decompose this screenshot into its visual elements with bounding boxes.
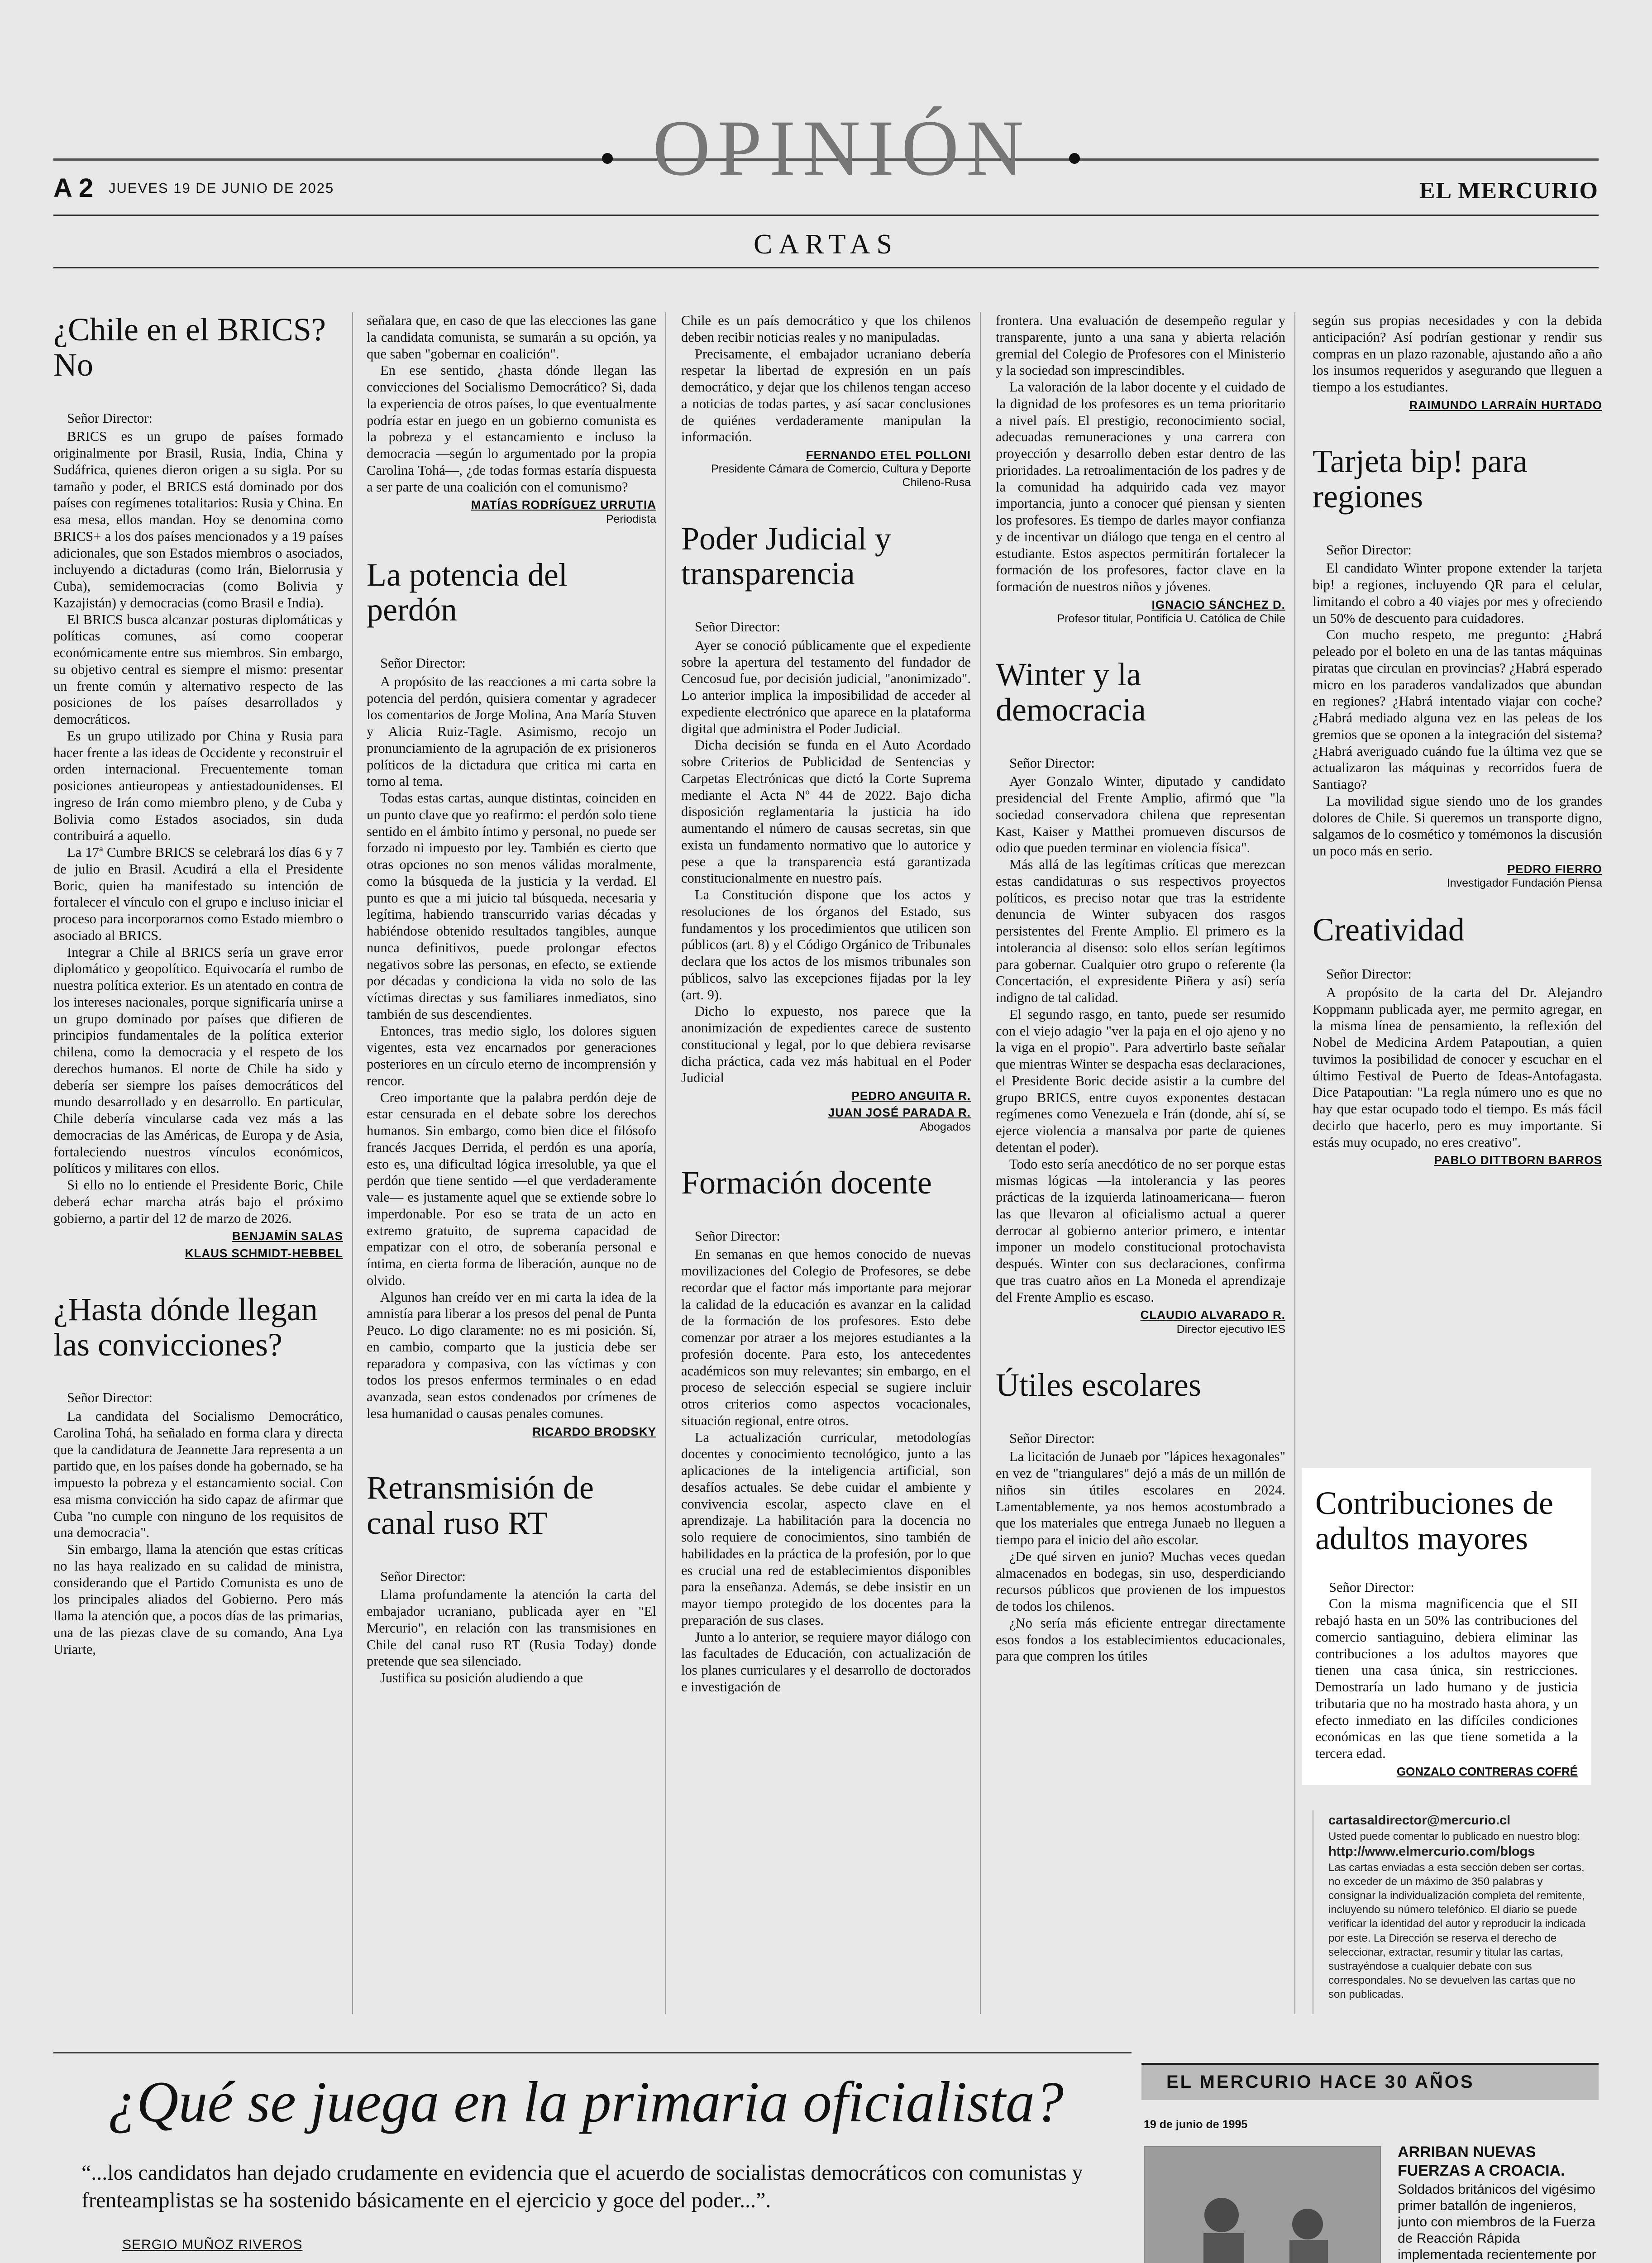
paragraph: Dicha decisión se funda en el Auto Acordado sobre Criterios de Publicidad de Sentencias y Carpetas Electrónicas que dictó la Corte Suprema mediante el Acta Nº 44 de 2022. Bajo dicha disposición reglamentaria la justicia ha ido aumentando el número de causas secretas, sin que exista un fundamento normativo que lo autorice y pese a que la transparencia está garantizada constitucionalmente en nuestro país. bbox=[681, 737, 971, 886]
blog-note: Usted puede comentar lo publicado en nuestro blog: bbox=[1328, 1830, 1580, 1843]
paragraph: Sin embargo, llama la atención que estas críticas no las haya realizado en su calidad de ministra, considerando que el Partido Comunista es uno de los principales aliados del Gobierno. Pero más llama la atención que, a pocos días de las primarias, una de las piezas clave de su comando, Ana Lya Uriarte, bbox=[53, 1542, 343, 1657]
paragraph: Todo esto sería anecdótico de no ser porque estas mismas lógicas —la intolerancia y las peores prácticas de la izquierda latinoamericana— fueron las que llevaron al oficialismo actual a querer derrocar al gobierno anterior primero, e intentar imponer un modelo constitucional protochavista después. Winter con sus declaraciones, confirma que tras cuatro años en La Moneda el aprendizaje del Frente Amplio es escaso. bbox=[996, 1156, 1285, 1305]
issue-date: JUEVES 19 DE JUNIO DE 2025 bbox=[109, 180, 334, 196]
letter-title: ¿Chile en el BRICS? No bbox=[53, 311, 326, 383]
item-text: Soldados británicos del vigésimo primer batallón de ingenieros, junto con miembros de la Fuerza de Reacción Rápida implementada recientemente por bbox=[1398, 2182, 1596, 2262]
letter-title: Útiles escolares bbox=[996, 1366, 1201, 1403]
signature: RAIMUNDO LARRAÍN HURTADO bbox=[1409, 398, 1602, 412]
paragraph: Más allá de las legítimas críticas que merezcan estas candidaturas o sus respectivos proyectos políticos, es preciso notar que tras la estridente denuncia de Winter subyacen dos rasgos persistentes del Frente Amplio. El primero es la intolerancia al disenso: solo ellos serían legítimos para gobernar. Cualquier otro grupo o referente (la Concertación, el expresidente Piñera y así) sería indigno de tal calidad. bbox=[996, 857, 1285, 1006]
column-1 bbox=[53, 312, 343, 1657]
hace30-title: EL MERCURIO HACE 30 AÑOS bbox=[1166, 2072, 1475, 2092]
signature: BENJAMÍN SALAS bbox=[232, 1229, 343, 1243]
letter-title: Contribuciones de adultos mayores bbox=[1315, 1485, 1553, 1556]
hace30-date: 19 de junio de 1995 bbox=[1144, 2118, 1248, 2131]
column-4 bbox=[996, 312, 1285, 1665]
letter-title: Formación docente bbox=[681, 1164, 932, 1201]
paragraph: BRICS es un grupo de países formado originalmente por Brasil, Rusia, India, China y Sudáfrica, quienes dieron origen a su sigla. Por su tamaño y poder, el BRICS está dominado por dos países con regímenes totalitarios: Rusia y China. En esa mesa, ellos mandan. Hoy se denomina como BRICS+ a los dos países mencionados y a 19 países adicionales, que son Estados miembros o asociados, incluyendo a dictaduras (como Irán, Bielorrusia y Cuba), semidemocracias (como Bolivia y Kazajistán) y democracias (como Brasil e India). bbox=[53, 429, 343, 611]
column-author: SERGIO MUÑOZ RIVEROS bbox=[122, 2237, 303, 2252]
salutation: Señor Director: bbox=[1326, 966, 1412, 982]
affiliation: Director ejecutivo IES bbox=[1176, 1322, 1285, 1336]
salutation: Señor Director: bbox=[1329, 1579, 1414, 1595]
affiliation: Presidente Cámara de Comercio, Cultura y Deporte Chileno-Rusa bbox=[711, 463, 971, 489]
paragraph: Junto a lo anterior, se requiere mayor diálogo con las facultades de Educación, con actualización de los planes curriculares y el desarrollo de doctorados e investigación de bbox=[681, 1629, 971, 1695]
column-divider bbox=[980, 312, 981, 2014]
paragraph: Creo importante que la palabra perdón deje de estar censurada en el debate sobre los derechos humanos. Sin embargo, como bien dice el filósofo francés Jacques Derrida, el perdón es una aporía, esto es, una dificultad lógica irresoluble, ya que el perdón que tiene sentido —el que verdaderamente vale— es justamente aquel que se extiende sobre lo imperdonable. Por eso se trata de un acto en extremo gratuito, de suprema capacidad de empatizar con el otro, de soberanía personal e íntima, en cierta forma de liberación, aunque no de olvido. bbox=[367, 1089, 656, 1288]
highlighted-letter-contribuciones bbox=[1302, 1468, 1591, 1785]
paragraph: A propósito de las reacciones a mi carta sobre la potencia del perdón, quisiera comentar y agradecer los comentarios de Jorge Molina, Ana María Stuven y Alicia Ruiz-Tagle. Asimismo, recojo un pronunciamiento de la agrupación de ex prisioneros políticos de la dictadura que critica mi carta en torno al tema. bbox=[367, 673, 656, 789]
column-divider bbox=[665, 312, 666, 2014]
archive-photo bbox=[1144, 2146, 1381, 2263]
hace30-lead-text-top bbox=[1398, 2182, 1597, 2263]
paragraph: Ayer Gonzalo Winter, diputado y candidato presidencial del Frente Amplio, afirmó que "la sociedad conservadora chilena que representan Kast, Kaiser y Matthei promueven discursos de odio que pueden terminar en violencia física". bbox=[996, 773, 1285, 856]
subsection-title: CARTAS bbox=[754, 229, 898, 260]
salutation: Señor Director: bbox=[380, 1568, 466, 1584]
letter-formacion bbox=[681, 1165, 971, 1695]
paragraph: El segundo rasgo, en tanto, puede ser resumido con el viejo adagio "ver la paja en el ojo ajeno y no la viga en el propio". Para advertirlo baste señalar que mientras Winter se despacha esas declaraciones, el Presidente Boric decide asistir a la cumbre del grupo BRICS, entre cuyos exponentes destacan regímenes como Venezuela e Irán (donde, ahí sí, se ejerce violencia a mansalva por parte de quienes detentan el poder). bbox=[996, 1006, 1285, 1155]
salutation: Señor Director: bbox=[1009, 1430, 1095, 1446]
paragraph: según sus propias necesidades y con la debida anticipación? Así podrían gestionar y rendir sus compras en un plazo razonable, ajustando año a año los insumos requeridos y asegurando que lleguen a tiempo a los estudiantes. bbox=[1313, 313, 1602, 395]
paragraph: Llama profundamente la atención la carta del embajador ucraniano, publicada ayer en "El Mercurio", en relación con las transmisiones en Chile del canal ruso RT (Rusia Today) donde pretende que sea silenciado. bbox=[367, 1587, 656, 1669]
salutation: Señor Director: bbox=[67, 1390, 153, 1406]
letter-title: ¿Hasta dónde llegan las convicciones? bbox=[53, 1291, 318, 1363]
paragraph: Si ello no lo entiende el Presidente Boric, Chile deberá echar marcha atrás bajo el próximo gobierno, a partir del 12 de marzo de 2026. bbox=[53, 1177, 343, 1226]
item-head: ARRIBAN NUEVAS FUERZAS A CROACIA. bbox=[1398, 2144, 1565, 2179]
paragraph: La movilidad sigue siendo uno de los grandes dolores de Chile. Si queremos un transporte digno, salgamos de lo cosmético y tomémonos la discusión un poco más en serio. bbox=[1313, 793, 1602, 859]
email-link[interactable]: cartasaldirector@mercurio.cl bbox=[1328, 1813, 1511, 1828]
paragraph: En semanas en que hemos conocido de nuevas movilizaciones del Colegio de Profesores, se debe recordar que el factor más importante para mejorar la calidad de la educación es avanzar en la calidad de la formación de los profesores. Esto debe comenzar por atraer a los mejores estudiantes a la profesión docente. Para esto, los antecedentes académicos son muy relevantes; sin embargo, en el proceso de selección especial se sugiere incluir otros criterios como aspectos vocacionales, situación regional, entre otros. bbox=[681, 1246, 971, 1428]
letter-retransmision bbox=[367, 1470, 656, 1686]
affiliation: Periodista bbox=[606, 512, 656, 525]
paragraph: A propósito de la carta del Dr. Alejandro Koppmann publicada ayer, me permito agregar, en la misma línea de pensamiento, la reflexión del Nobel de Medicina Ardem Patapoutian, a quien tuvimos la posibilidad de conocer y escuchar en el último Festival de Puerto de Ideas-Antofagasta. Dice Patapoutian: "La regla número uno es que no hay que estar ocupado todo el tiempo. Es más fácil decirlo que hacerlo, pero es muy importante. Si estás muy ocupado, no eres creativo". bbox=[1313, 984, 1602, 1150]
paragraph: Entonces, tras medio siglo, los dolores siguen vigentes, esta vez encarnados por generaciones posteriores en un círculo eterno de incomprensión y rencor. bbox=[367, 1023, 656, 1089]
paragraph: La valoración de la labor docente y el cuidado de la dignidad de los profesores es un tema prioritario a nivel país. El prestigio, reconocimiento social, adecuadas remuneraciones y una carrera con proyección y desarrollo deben estar dentro de las prioridades. La retroalimentación de los padres y de la comunidad ha adquirido cada vez mayor importancia, junto a conocer qué piensan y sienten los profesores. Es tiempo de darles mayor confianza y de incentivar un diálogo que tenga en el centro al estudiante. Estos aspectos permitirán fortalecer la formación de los profesores, factor clave en la formación de nuestros niños y jóvenes. bbox=[996, 379, 1285, 594]
signature: KLAUS SCHMIDT-HEBBEL bbox=[185, 1246, 343, 1260]
paragraph: El candidato Winter propone extender la tarjeta bip! a regiones, incluyendo QR para el celular, limitando el cobro a 40 viajes por mes y ofreciendo un 50% de descuento para cuidadores. bbox=[1313, 560, 1602, 626]
signature: PABLO DITTBORN BARROS bbox=[1434, 1153, 1602, 1167]
salutation: Señor Director: bbox=[695, 619, 780, 635]
paragraph: Ayer se conoció públicamente que el expediente sobre la apertura del testamento del fundador de Cencosud fue, por decisión judicial, "anonimizado". Lo anterior implica la imposibilidad de acceder al expediente electrónico que aparece en la plataforma digital que administra el Poder Judicial. bbox=[681, 637, 971, 736]
paragraph: La actualización curricular, metodologías docentes y conocimiento tecnológico, junto a las aplicaciones de la inteligencia artificial, son desafíos actuales. Se debe cuidar el ambiente y convivencia escolar, aspecto clave en el aprendizaje. La habilitación para la docencia no solo requiere de conocimientos, sino también de habilidades en la práctica de la profesión, por lo que es crucial una red de establecimientos disponibles para la enseñanza. Además, se debe insistir en un mayor tiempo protegido de los docentes para la preparación de sus clases. bbox=[681, 1429, 971, 1628]
letter-utiles bbox=[996, 1368, 1285, 1665]
submission-rules: Las cartas enviadas a esta sección deben ser cortas, no exceder de un máximo de 350 palabras y consignar la individualización completa del remitente, incluyendo su número telefónico. El diario se puede verificar la identidad del autor y reproducir la indicada por este. La Dirección se reserva el derecho de seleccionar, extractar, resumir y titular las cartas, sustrayéndose a cualquier debate con sus correspondales. No se devuelven las cartas que no son publicadas. bbox=[1328, 1861, 1586, 2001]
header-bottom-rule bbox=[53, 267, 1599, 268]
affiliation: Abogados bbox=[920, 1120, 971, 1133]
signature: CLAUDIO ALVARADO R. bbox=[1140, 1308, 1285, 1322]
signature: RICARDO BRODSKY bbox=[532, 1424, 656, 1438]
letter-judicial bbox=[681, 521, 971, 1134]
paragraph: Dicho lo expuesto, nos parece que la anonimización de expedientes carece de sustento constitucional y legal, por lo que debiera revisarse dicha práctica, cada vez más habitual en el Poder Judicial bbox=[681, 1003, 971, 1086]
letter-title: La potencia del perdón bbox=[367, 556, 568, 628]
salutation: Señor Director: bbox=[1009, 755, 1095, 771]
soldiers-photo-icon bbox=[1145, 2147, 1380, 2263]
header-bullet-left bbox=[602, 153, 613, 164]
letter-title: Winter y la democracia bbox=[996, 656, 1146, 728]
newspaper-name: EL MERCURIO bbox=[1419, 178, 1599, 204]
salutation: Señor Director: bbox=[380, 655, 466, 671]
letter-creatividad bbox=[1313, 912, 1602, 1167]
letter-winter bbox=[996, 657, 1285, 1336]
paragraph: La licitación de Junaeb por "lápices hexagonales" en vez de "triangulares" dejó a más de un millón de niños sin útiles escolares en 2024. Lamentablemente, ya nos hemos acostumbrado a que los materiales que entrega Junaeb no lleguen a tiempo para el inicio del año escolar. bbox=[996, 1449, 1285, 1548]
letter-title: Creatividad bbox=[1313, 912, 1465, 948]
submission-info bbox=[1328, 1812, 1591, 2001]
paragraph: En ese sentido, ¿hasta dónde llegan las convicciones del Socialismo Democrático? Si, dada la experiencia de otros países, lo que eventualmente podría estar en juego en un gobierno comunista es la pobreza y el estancamiento e incluso la democracia —según lo argumentado por la propia Carolina Tohá—, ¿de todas formas estaría dispuesta a ser parte de una coalición con el comunismo? bbox=[367, 363, 656, 495]
paragraph: Precisamente, el embajador ucraniano debería respetar la libertad de expresión en un país democrático, y dejar que los chilenos tengan acceso a noticias de todas partes, y así sacar conclusiones de quiénes verdaderamente manipulan la información. bbox=[681, 346, 971, 445]
letter-perdon bbox=[367, 558, 656, 1439]
column-divider bbox=[1294, 312, 1295, 2014]
paragraph: Es un grupo utilizado por China y Rusia para hacer frente a las ideas de Occidente y reconstruir el orden internacional. Frecuentemente toman posiciones antieuropeas y antiestadounidenses. El ingreso de Irán como miembro pleno, y de Cuba y Bolivia como Estados asociados, sin duda contribuirá a aquello. bbox=[53, 728, 343, 844]
letter-title: Poder Judicial y transparencia bbox=[681, 520, 891, 592]
paragraph: Justifica su posición aludiendo a que bbox=[380, 1670, 583, 1686]
paragraph: La Constitución dispone que los actos y resoluciones de los órganos del Estado, sus fundamentos y los procedimientos que utilicen son públicos (art. 8) y el Código Orgánico de Tribunales declara que los actos de los mismos tribunales son públicos, salvo las excepciones fijadas por la ley (art. 9). bbox=[681, 887, 971, 1003]
section-title: OPINIÓN bbox=[653, 104, 1031, 192]
header-bullet-right bbox=[1069, 153, 1080, 164]
signature: PEDRO FIERRO bbox=[1507, 862, 1602, 876]
salutation: Señor Director: bbox=[1326, 542, 1412, 558]
letter-title: Tarjeta bip! para regiones bbox=[1313, 443, 1528, 515]
paragraph: frontera. Una evaluación de desempeño regular y transparente, junto a una sana y abierta relación gremial del Colegio de Profesores con el Ministerio y la sociedad son imprescindibles. bbox=[996, 313, 1285, 378]
paragraph: ¿De qué sirven en junio? Muchas veces quedan almacenados en bodegas, sin uso, desperdiciando recursos públicos que provienen de los impuestos de todos los chilenos. bbox=[996, 1548, 1285, 1614]
hace30-lead-item bbox=[1398, 2143, 1597, 2180]
column-section-rule bbox=[53, 2052, 1132, 2053]
paragraph: ¿No sería más eficiente entregar directamente esos fondos a los establecimientos educacionales, para que compren los útiles bbox=[996, 1615, 1285, 1664]
signature: IGNACIO SÁNCHEZ D. bbox=[1151, 597, 1285, 611]
letter-bip bbox=[1313, 444, 1602, 890]
affiliation: Investigador Fundación Piensa bbox=[1447, 877, 1602, 890]
signature: PEDRO ANGUITA R. bbox=[851, 1089, 971, 1103]
affiliation: Profesor titular, Pontificia U. Católica de Chile bbox=[1057, 612, 1285, 625]
column-2 bbox=[367, 312, 656, 1686]
column-lead-quote: “...los candidatos han dejado crudamente en evidencia que el acuerdo de socialistas democráticos con comunistas y frenteamplistas se ha sostenido básicamente en el ejercicio y goce del poder...”. bbox=[81, 2161, 1083, 2213]
column-title: ¿Qué se juega en la primaria oficialista? bbox=[108, 2070, 1064, 2134]
page-number: A 2 bbox=[53, 173, 94, 203]
signature: MATÍAS RODRÍGUEZ URRUTIA bbox=[471, 498, 656, 512]
paragraph: Chile es un país democrático y que los chilenos deben recibir noticias reales y no manipuladas. bbox=[681, 313, 971, 345]
paragraph: Todas estas cartas, aunque distintas, coinciden en un punto clave que yo reafirmo: el perdón solo tiene sentido en el ámbito íntimo y personal, no puede ser forzado ni impuesto por ley. También es cierto que otras opciones no son menos válidas moralmente, como la búsqueda de la justicia y la verdad. El punto es que a mi juicio tal búsqueda, necesaria y legítima, habiendo transcurrido varias décadas y habiéndose obtenido resultados tangibles, aunque nunca definitivos, puede prolongar efectos negativos sobre las personas, en efecto, se extiende por décadas y condiciona la vida no solo de las víctimas directas y sus familiares inmediatos, sino también de sus descendientes. bbox=[367, 790, 656, 1022]
paragraph: señalara que, en caso de que las elecciones las gane la candidata comunista, se sumarán a su opción, ya que saben "gobernar en coalición". bbox=[367, 313, 656, 362]
column-divider bbox=[352, 312, 353, 2014]
column-3 bbox=[681, 312, 971, 1695]
letter-brics bbox=[53, 312, 343, 1260]
signature: GONZALO CONTRERAS COFRÉ bbox=[1396, 1764, 1578, 1778]
paragraph: La 17ª Cumbre BRICS se celebrará los días 6 y 7 de julio en Brasil. Acudirá a ella el Presidente Boric, quien ha manifestado su intención de fortalecer el vínculo con el grupo e incluso iniciar el proceso para incorporarnos como Estado miembro o asociado al BRICS. bbox=[53, 845, 343, 943]
salutation: Señor Director: bbox=[67, 410, 153, 426]
letter-title: Retransmisión de canal ruso RT bbox=[367, 1470, 594, 1541]
signature: JUAN JOSÉ PARADA R. bbox=[828, 1106, 971, 1120]
paragraph: Con mucho respeto, me pregunto: ¿Habrá peleado por el boleto en una de las tantas máquinas piratas que circulan en provincias? ¿Habrá esperado micro en los paraderos vandalizados que abundan en regiones? ¿Habrá intentado viajar con coche? ¿Habrá mediado alguna vez en las peleas de los gremios que se oponen a la integración del sistema? ¿Habrá averiguado cuándo fue la última vez que se actualizaron las máquinas y recorridos fuera de Santiago? bbox=[1313, 627, 1602, 793]
salutation: Señor Director: bbox=[695, 1228, 780, 1244]
paragraph: Algunos han creído ver en mi carta la idea de la amnistía para liberar a los presos del penal de Punta Peuco. Lo digo claramente: no es mi posición. Sí, en cambio, comparto que la justicia debe ser reparadora y compasiva, con las víctimas y con todos los presos enfermos terminales o en edad avanzada, sean estos condenados por crímenes de lesa humanidad o causas penales comunes. bbox=[367, 1289, 656, 1421]
letter-convicciones bbox=[53, 1292, 343, 1658]
paragraph: Con la misma magnificencia que el SII rebajó hasta en un 50% las contribuciones del comercio santiaguino, debiera eliminar las contribuciones a los adultos mayores que tienen una casa única, sin restricciones. Demostraría un lado humano y de justicia tributaria que no ha mostrado hasta ahora, y un efecto inmediato en las difíciles condiciones económicas en las que tiene sometida a la tercera edad. bbox=[1315, 1596, 1578, 1761]
signature: FERNANDO ETEL POLLONI bbox=[806, 448, 971, 462]
column-5 bbox=[1313, 312, 1602, 1168]
paragraph: La candidata del Socialismo Democrático, Carolina Tohá, ha señalado en forma clara y directa que la candidatura de Jeannette Jara representa a un partido que, en los países donde ha gobernado, se ha impuesto la pobreza y el estancamiento social. Con esa misma convicción ha sido capaz de afirmar que Cuba "no cumple con ninguno de los requisitos de una democracia". bbox=[53, 1408, 343, 1541]
paragraph: Integrar a Chile al BRICS sería un grave error diplomático y geopolítico. Equivocaría el rumbo de nuestra política exterior. Es un atentado en contra de los intereses nacionales, porque significaría unirse a un grupo dominado por países que difieren de principios fundamentales de la política exterior chilena, como la democracia y el respeto de los derechos humanos. El norte de Chile ha sido y debería ser siempre los países democráticos del mundo desarrollado y en desarrollo. En particular, Chile debería vincularse cada vez más a las democracias de las Américas, de Europa y de Asia, fortaleciendo nuestros vínculos económicos, políticos y militares con ellos. bbox=[53, 944, 343, 1176]
paragraph: El BRICS busca alcanzar posturas diplomáticas y políticas comunes, así como cooperar económicamente entre sus miembros. Sin embargo, su objetivo central es siempre el mismo: presentar un frente común y alternativo respecto de las posiciones de los países desarrollados y democráticos. bbox=[53, 611, 343, 727]
blog-link[interactable]: http://www.elmercurio.com/blogs bbox=[1328, 1844, 1535, 1859]
header-rule bbox=[53, 215, 1599, 216]
